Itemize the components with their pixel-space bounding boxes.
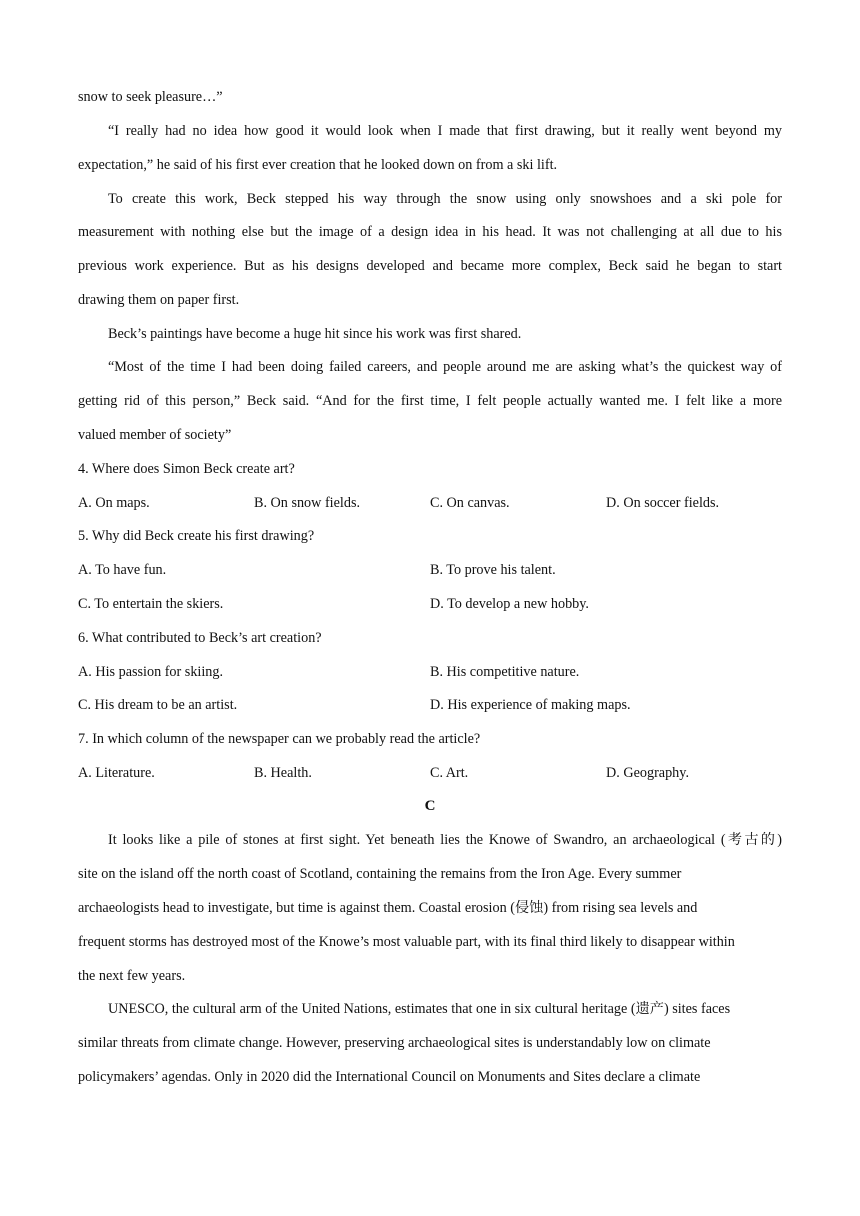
answer-option: C. To entertain the skiers. [78,596,224,612]
passage-line: the next few years. [78,968,186,984]
passage-line: site on the island off the north coast of Scotland, containing the remains from the Iron Age. Every summer [78,866,682,882]
passage-line: “Most of the time I had been doing failed careers, and people around me are asking what’s the quickest way of [108,359,782,375]
answer-option: D. His experience of making maps. [430,697,631,713]
passage-line: UNESCO, the cultural arm of the United Nations, estimates that one in six cultural heritage (遗产) sites faces [108,1001,731,1017]
passage-line: frequent storms has destroyed most of the Knowe’s most valuable part, with its final third likely to disappear within [78,934,735,950]
passage-line: “I really had no idea how good it would look when I made that first drawing, but it really went beyond my [108,123,782,139]
answer-option: B. On snow fields. [254,495,361,511]
passage-line: To create this work, Beck stepped his way through the snow using only snowshoes and a ski pole for [108,191,782,207]
passage-line: It looks like a pile of stones at first sight. Yet beneath lies the Knowe of Swandro, an archaeological (考古的) [108,832,782,848]
answer-option: A. On maps. [78,495,150,511]
passage-line: expectation,” he said of his first ever creation that he looked down on from a ski lift. [78,157,558,173]
answer-option: A. His passion for skiing. [78,664,224,680]
passage-line: policymakers’ agendas. Only in 2020 did the International Council on Monuments and Sites declare a climate [78,1069,701,1085]
passage-line: snow to seek pleasure…” [78,89,223,105]
answer-option: A. Literature. [78,765,155,781]
answer-option: D. To develop a new hobby. [430,596,589,612]
answer-option: B. To prove his talent. [430,562,556,578]
passage-line: getting rid of this person,” Beck said. “And for the first time, I felt people actually wanted me. I felt like a more [78,393,782,409]
passage-line: drawing them on paper first. [78,292,240,308]
question-stem: 7. In which column of the newspaper can we probably read the article? [78,731,481,747]
answer-option: A. To have fun. [78,562,167,578]
answer-option: B. Health. [254,765,312,781]
question-stem: 4. Where does Simon Beck create art? [78,461,295,477]
passage-line: valued member of society” [78,427,232,443]
answer-option: C. On canvas. [430,495,510,511]
question-stem: 5. Why did Beck create his first drawing? [78,528,315,544]
passage-line: measurement with nothing else but the image of a design idea in his head. It was not challenging at all due to his [78,224,782,240]
answer-option: B. His competitive nature. [430,664,580,680]
answer-option: D. Geography. [606,765,689,781]
passage-line: Beck’s paintings have become a huge hit since his work was first shared. [108,326,522,342]
answer-option: D. On soccer fields. [606,495,720,511]
passage-line: archaeologists head to investigate, but time is against them. Coastal erosion (侵蚀) from rising sea levels and [78,900,698,916]
question-stem: 6. What contributed to Beck’s art creation? [78,630,322,646]
section-heading: C [424,798,436,814]
answer-option: C. His dream to be an artist. [78,697,238,713]
answer-option: C. Art. [430,765,469,781]
passage-line: previous work experience. But as his designs developed and became more complex, Beck said he began to start [78,258,782,274]
passage-line: similar threats from climate change. However, preserving archaeological sites is understandably low on climate [78,1035,711,1051]
